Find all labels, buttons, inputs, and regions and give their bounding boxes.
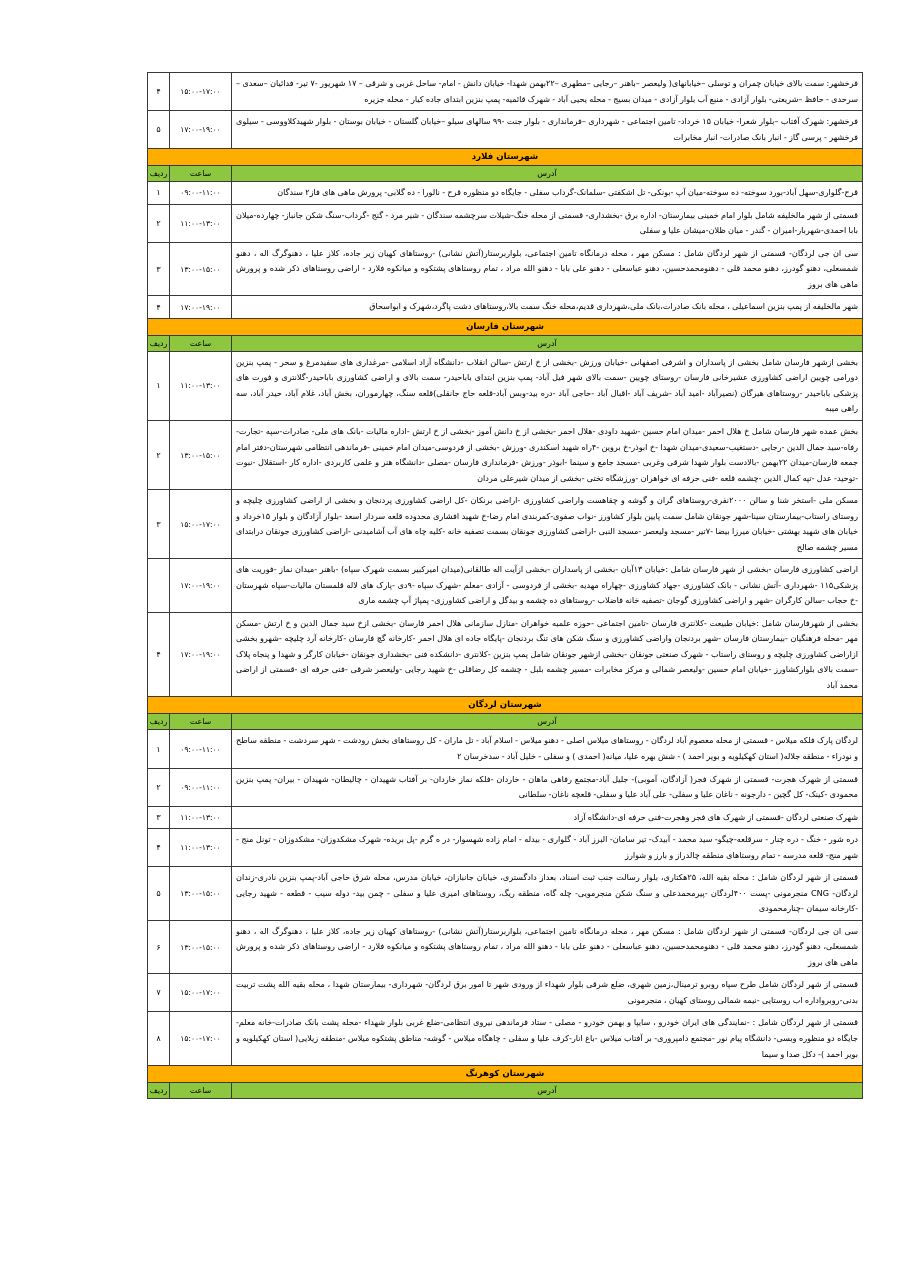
column-header-address: آدرس [232, 166, 863, 182]
column-header-radif: ردیف [148, 1083, 170, 1099]
radif-cell: ۳ [148, 490, 170, 559]
section-header-row [148, 1066, 863, 1083]
outage-schedule-table [147, 72, 863, 1099]
column-header-saat: ساعت [170, 166, 232, 182]
radif-cell: ۸ [148, 1012, 170, 1066]
section-header-row [148, 149, 863, 166]
time-cell: ۱۷:۰۰-۱۹:۰۰ [170, 296, 232, 319]
table-row [148, 920, 863, 974]
section-header-row [148, 318, 863, 335]
radif-cell: ۴ [148, 73, 170, 111]
table-row [148, 1012, 863, 1066]
time-cell: ۱۷:۰۰-۱۹:۰۰ [170, 612, 232, 697]
time-cell: ۱۵:۰۰-۱۷:۰۰ [170, 974, 232, 1012]
radif-cell: ۳ [148, 806, 170, 829]
address-cell: فرخشهر: شهرک آفتاب –بلوار شعرا- خیابان ۱۵ خرداد- تامین اجتماعی - شهرداری –فرمانداری - بلوار جنت -۹۹ سالهای سیلو –خیابان گلستان - خیابان بوستان - بلوار شهیدکلاووسی - سیلوی فرخشهر - پرسی گاز - انبار بانک صادرات- انبار مخابرات [232, 111, 863, 149]
table-row [148, 806, 863, 829]
radif-cell: ۲ [148, 420, 170, 489]
radif-cell: ۷ [148, 974, 170, 1012]
time-cell: ۱۳:۰۰-۱۵:۰۰ [170, 242, 232, 296]
address-cell: دره شور - خنگ - دره چنار - سرقلعه-چیگو- سید محمد - آبیدک- تیر سامان- البرز آباد - گلواری - بیدله - امام زاده شهسوار- در ه گرم -پل بریده- شهرک مشکدوزان- مشکدوزان - تونل منج - شهر منج- قلعه مدرسه - تمام روستاهای منطقه چالدراز و بارز و شوارز [232, 829, 863, 867]
radif-cell: ۱ [148, 730, 170, 768]
column-header-address: آدرس [232, 714, 863, 730]
section-title-lordegan: شهرستان لردگان [148, 697, 863, 714]
address-cell: فرخشهر: سمت بالای خیابان چمران و توسلی –خیابانهای( ولیعصر –باهنر –رجایی –مطهری –۲۲بهمن شهدا- خیابان دانش - امام- ساحل غربی و شرقی – ۱۷ شهریور -۷ تیر- فدائیان –سعدی –سرحدی - حافظ –شریعتی- بلوار آزادی - منبع آب بلوار آزادی - میدان بسیج - محله یحیی آباد - شهرک قائمیه- پمپ بنزین ابتدای جاده کیار - محله جزیره [232, 73, 863, 111]
radif-cell: ۶ [148, 920, 170, 974]
radif-cell: ۵ [148, 111, 170, 149]
time-cell: ۱۵:۰۰-۱۷:۰۰ [170, 490, 232, 559]
table-row [148, 73, 863, 111]
address-cell: قسمتی از شهر لردگان شامل : -نمایندگی های ایران خودرو ، سایپا و بهمن خودرو - مصلی - ستاد فرماندهی نیروی انتظامی-ضلع غربی بلوار شهداء -محله پشت بانک صادرات-خانه معلم-جایگاه دو منظوره وبسی- دانشگاه پیام نور -مجتمع دامپروری- بر آفتاب میلاس -باغ انار-کرف علیا و سفلی - چاهگاه میلاس - گوشه- مناطق پشتکوه میلاس -منطقه زیلایی( استان کهکیلویه و بویر احمد )- دکل صدا و سیما [232, 1012, 863, 1066]
address-cell: سی ان جی لردگان- قسمتی از شهر لردگان شامل : مسکن مهر ، محله درمانگاه تامین اجتماعی، بلواربرستار(آتش نشانی) -روستاهای کهیان زیر جاده، کلاز علیا ، دهنوگرگ اله ، دهنو شمسعلی، دهنو گودرز، دهنو محمد قلی - دهنومحمدحسین، دهنو عباسعلی - دهنو علی بابا - دهنو الله مراد ، تمام روستاهای پشتکوه و میانکوه فلارد - اراضی روستاهای ذکر شده و پرورش ماهی های بروز [232, 920, 863, 974]
radif-cell: ۴ [148, 829, 170, 867]
address-cell: قسمتی از شهرک هجرت- قسمتی از شهرک فجر( آزادگان، آموبی)- جلیل آباد-مجتمع رفاهی ماهان - خاردان -فلکه نماز خاردان- بر آفتاب شهیدان - چالیطان- شهیدان - بیران- پمپ بنزین محمودی -کینک- کل گچین - دارجونه - ناغان علیا و سفلی- علی آباد علیا و سفلی- قلعچه ناغان- سلطانی [232, 768, 863, 806]
column-header-row [148, 166, 863, 182]
address-cell: بخشی ازشهر فارسان شامل بخشی از پاسداران و اشرفی اصفهانی -خیابان ورزش -بخشی از خ ارتش -سالن انقلاب -دانشگاه آزاد اسلامی -مرغداری های سفیدمرغ و سحر - پمپ بنزین دورامی چویین اراضی کشاورزی عشیرخانی فارسان -روستای چویین -سمت بالای شهر فیل آباد- پمپ بنزین ابتدای باباحیدر- سمت بالای و اراضی کشاورزی باباحیدر-گلانتری و فورت های پزشکی باباحیدر -روستاهای هیرگان (نصیرآباد -امید آباد -شریف آباد -اقبال آباد -حاجی آباد -دره بید-وبس آباد-قلعه حاج جانقلی)قلعه سنگ، چهارموران، بخش آباد، غلام آباد، حیدر آباد، سه راهی میبه [232, 351, 863, 420]
time-cell: ۱۷:۰۰-۱۹:۰۰ [170, 559, 232, 613]
table-row [148, 351, 863, 420]
column-header-address: آدرس [232, 335, 863, 351]
time-cell: ۰۹:۰۰-۱۱:۰۰ [170, 730, 232, 768]
radif-cell: ۲ [148, 204, 170, 242]
time-cell: ۱۷:۰۰-۱۹:۰۰ [170, 111, 232, 149]
radif-cell: ۱ [148, 351, 170, 420]
radif-cell: ۴ [148, 612, 170, 697]
time-cell: ۱۳:۰۰-۱۵:۰۰ [170, 867, 232, 921]
column-header-saat: ساعت [170, 1083, 232, 1099]
address-cell: شهرک صنعتی لردگان -قسمتی از شهرک های فجر وهجرت-فنی حرفه ای-دانشگاه آزاد [232, 806, 863, 829]
table-row [148, 768, 863, 806]
table-row [148, 204, 863, 242]
radif-cell: ۱ [148, 182, 170, 205]
column-header-saat: ساعت [170, 714, 232, 730]
table-row [148, 974, 863, 1012]
table-row [148, 559, 863, 613]
table-row [148, 420, 863, 489]
section-title-falard: شهرستان فلارد [148, 149, 863, 166]
section-header-row [148, 697, 863, 714]
table-row [148, 182, 863, 205]
column-header-radif: ردیف [148, 335, 170, 351]
section-title-koohrang: شهرستان کوهرنگ [148, 1066, 863, 1083]
address-cell: سی ان جی لردگان- قسمتی از شهر لردگان شامل : مسکن مهر ، محله درمانگاه تامین اجتماعی، بلواربرستار(آتش نشانی) -روستاهای کهیان زیر جاده، کلاز علیا ، دهنوگرگ اله ، دهنو شمسعلی، دهنو گودرز، دهنو محمد قلی - دهنومحمدحسین، دهنو عباسعلی - دهنو علی بابا - دهنو الله مراد ، تمام روستاهای پشتکوه و میانکوه فلارد - اراضی روستاهای ذکر شده و پرورش ماهی های بروز [232, 242, 863, 296]
address-cell: قسمتی از شهر لردگان شامل طرح سپاه روبرو ترمینال،زمین شهری، ضلع شرقی بلوار شهداء از ورودی شهر تا امور برق لردگان- شهرداری- بیمارستان شهدا ، محله بقیه الله پشت تربیت بدنی-روبرواداره اب روستایی -نیمه شمالی روستای کهیان ، منجرمونی [232, 974, 863, 1012]
table-row [148, 296, 863, 319]
table-row [148, 867, 863, 921]
time-cell: ۱۱:۰۰-۱۳:۰۰ [170, 204, 232, 242]
column-header-row [148, 714, 863, 730]
address-cell: مسکن ملی -استخر شنا و سالن ۲۰۰۰نفری-روستاهای گران و گوشه و چقاهست واراضی کشاورزی -اراضی برنکان -کل اراضی کشاورزی پردنجان و بخشی از اراضی کشاورزی چلیچه و روستای راستاب-بیمارستان سینا-شهر جونقان شامل سمت پایین بلوار کشاورز -نواب صفوی-کمربندی امام رضا-خ شهید افشاری محدوده قلعه سردار اسعد -بلوار آزادگان و بلوار ۱۵خرداد و خیابان های شهید بهشتی -خیابان میرزا بیضا -۷تیر -مسجد ولیعصر -مسجد النبی -اراضی کشاورزی جونقان بسمت تصفیه خانه -کلیه چاه های آب آشامیدنی -اراضی کشاورزی جونقان درابتدای مسیر چشمه صالح [232, 490, 863, 559]
table-body [148, 73, 863, 1099]
column-header-row [148, 1083, 863, 1099]
table-row [148, 829, 863, 867]
column-header-row [148, 335, 863, 351]
table-row [148, 730, 863, 768]
time-cell: ۱۱:۰۰-۱۳:۰۰ [170, 351, 232, 420]
section-title-farsan: شهرستان فارسان [148, 318, 863, 335]
column-header-radif: ردیف [148, 166, 170, 182]
address-cell: بخش عمده شهر فارسان شامل خ هلال احمر -میدان امام حسین -شهید داودی -هلال احمر -بخشی از خ دانش آموز -بخشی از خ ارتش -اداره مالیات -بانک های ملی- صادرات-سپه -تجارت-رفاه-سید جمال الدین -رجایی -دستغیب-سعیدی-میدان شهدا -خ ابوذر-خ بروین -۴راه شهید اسکندری -ورزش -بخشی از فردوسی-میدان امام خمینی -فرماندهی انتظامی شهرستان-دفتر امام جمعه فارسان-میدان ۲۲بهمن -بالادست بلوار شهدا شرقی وغربی -مسجد جامع و سینما -ابوذر -ورزش -فرمانداری فارسان -مصلی -دانشگاه هنر و علمی کاربردی -اداره کار -استقلال -نبوت -توحید- عدل -تپه کمال الدین -چشمه قلعه -فنی حرفه ای خواهران -ورزشگاه تختی -بخشی از میدان شیرعلی مردان [232, 420, 863, 489]
address-cell: شهر مالخلیفه از پمپ بنزین اسماعیلی ، محله بانک صادرات،بانک ملی،شهرداری قدیم،محله خنگ سمت بالا،روستاهای دشت پاگرد،شهرک و ابواسحاق [232, 296, 863, 319]
time-cell: ۱۵:۰۰-۱۷:۰۰ [170, 1012, 232, 1066]
table-row [148, 242, 863, 296]
address-cell: لردگان پارک فلکه میلاس - قسمتی از محله معصوم آباد لردگان - روستاهای میلاس اصلی - دهنو میلاس - اسلام آباد - تل ماران - کل روستاهای بخش رودشت - شهر سردشت - منطقه ساطح و نودراء - منطقه جلاله( استان کهکیلویه و بویر احمد ) - شش بهره علیا، میانه( احمدی ) و سفلی - خلیل آباد - سدخرسان ۲ [232, 730, 863, 768]
time-cell: ۱۱:۰۰-۱۳:۰۰ [170, 829, 232, 867]
radif-cell: ۳ [148, 242, 170, 296]
radif-cell: ۲ [148, 768, 170, 806]
radif-cell: ۵ [148, 867, 170, 921]
radif-cell: ۴ [148, 296, 170, 319]
column-header-saat: ساعت [170, 335, 232, 351]
outage-schedule-sheet [148, 72, 863, 1099]
table-row [148, 111, 863, 149]
time-cell: ۱۳:۰۰-۱۵:۰۰ [170, 420, 232, 489]
table-row [148, 612, 863, 697]
address-cell: قسمتی از شهر مالخلیفه شامل بلوار امام خمینی بیمارستان- اداره برق -بخشداری- قسمتی از محله خنگ-شیلات سرچشمه سندگان - شیر مرد - گنج -گرداب-سنگ شکن جانباز- چهارده-میلان بابا احمدی-شهربار-امیران - گندر - میان ظلان-میشان علیا و سفلی [232, 204, 863, 242]
address-cell: اراضی کشاورزی فارسان -بخشی از شهر فارسان شامل :خیابان ۱۳آبان -بخشی از پاسداران -بخشی ازآیت اله طالقانی(میدان امیرکبیر بسمت شهرک سپاه) -باهنر -میدان نماز -فوریت های پزشکی۱۱۵ -شهرداری -آتش نشانی - بانک کشاورزی -جهاد کشاورزی -چهاراه مهدیه -بخشی از فردوسی - آزادی -معلم -شهرک سپاه -۹دی -پارک های لاله قلمستان مالیات-سپاه شهرستان -خ حجاب -سالن کارگران -شهر و اراضی کشاورزی گوجان -تصفیه خانه فاضلاب -روستاهای ده چشمه و بیدگل و اراضی کشاورزی- پمپاژ آپ چشمه ماری [232, 559, 863, 613]
address-cell: قرح-گلواری-سهل آباد-بورد سوخته- ده سوخته-میان آپ -بونکی- تل اشکفتی -سلمانک-گرداب سفلی - جایگاه دو منظوره قرح - نالورا - ده گلابی- پرورش ماهی های فاز۲ سندگان [232, 182, 863, 205]
time-cell: ۱۵:۰۰-۱۷:۰۰ [170, 73, 232, 111]
time-cell: ۰۹:۰۰-۱۱:۰۰ [170, 768, 232, 806]
address-cell: بخشی از شهرفارسان شامل :خیابان طبیعت -کلانتری فارسان -تامین اجتماعی -حوزه علمیه خواهران -منازل سازمانی هلال احمر فارسان -بخشی ازخ سید جمال الدین و خ ارتش -مسکن مهر -محله فرهنگیان -بیمارستان فارسان -شهر بردنجان واراضی کشاورزی و سنگ شکن های تنگ بردنجان -پایگاه جاده ای هلال احمر -کارخانه گچ فارسان -کارخانه آرد چلیچه -شهرو بخشی ازاراضی کشاورزی چلیچه و روستای راستاب - شهرک صنعتی جونقان -بخشی ازشهر جونقان شامل پمپ بنزین -کلانتری -دانشکده فنی -بخشداری جونقان -خیابان کارگر و شهدا و پنجاه پلاک -سمت بالای بلوارکشاورز -خیابان امام حسین -ولیعصر شمالی و مرکز مخابرات -مسیر چشمه بلبل - چشمه کل رضاقلی -خ شهید رجایی -ولیعصر شرقی -فنی حرفه ای -قسمتی از اراضی محمد آباد [232, 612, 863, 697]
table-row [148, 490, 863, 559]
radif-cell [148, 559, 170, 613]
time-cell: ۱۳:۰۰-۱۵:۰۰ [170, 920, 232, 974]
address-cell: قسمتی از شهر لردگان شامل : محله بقیه الله، ۲۵هکتاری، بلوار رسالت جنب ثبت اسناد، بعداز دادگستری، خیابان جانبازان، خیابان مدرس، محله شرق حاجی آباد-پمپ بنزین نادری-زندان لردگان- CNG منجرمونی -پست ۴۰۰لردگان -پیرمحمدعلی و سنگ شکن منجرمویی- چله گاه، منطقه ریگ، روستاهای امیری علیا و سفلی - چمن بید- دوله سیب - قطعه - شهید رجایی -کارخانه سیمان -چنارمحمودی [232, 867, 863, 921]
column-header-address: آدرس [232, 1083, 863, 1099]
column-header-radif: ردیف [148, 714, 170, 730]
time-cell: ۰۹:۰۰-۱۱:۰۰ [170, 182, 232, 205]
time-cell: ۱۱:۰۰-۱۳:۰۰ [170, 806, 232, 829]
